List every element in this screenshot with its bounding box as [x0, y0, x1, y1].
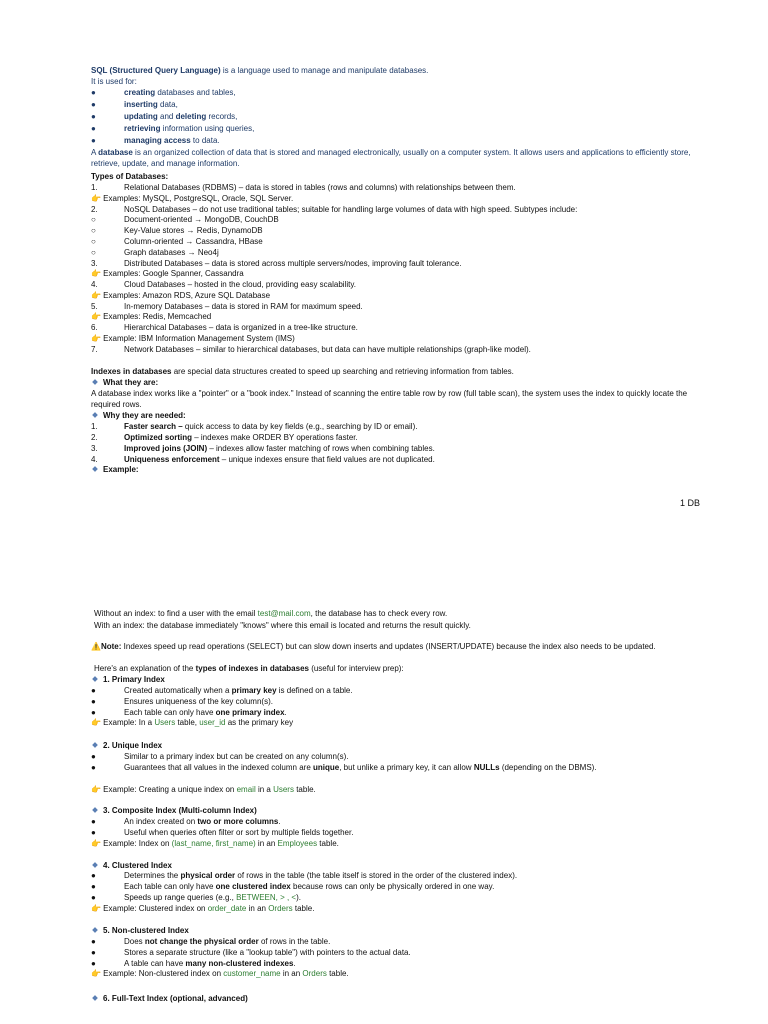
diamond-bullet-icon — [92, 380, 98, 386]
example-line: 👉 Examples: Redis, Memcached — [91, 312, 212, 321]
list-item: ● A table can have many non-clustered indexes. — [91, 959, 296, 968]
indexes-intro: Indexes in databases are special data structures created to speed up searching and retrieving information from tables. — [91, 367, 514, 376]
email-link[interactable]: test@mail.com — [257, 609, 311, 618]
without-index-line: Without an index: to find a user with the email test@mail.com, the database has to check every row. — [94, 609, 448, 618]
diamond-bullet-icon — [92, 467, 98, 473]
list-item: ● creating databases and tables, — [91, 88, 236, 97]
example-line: 👉 Examples: Amazon RDS, Azure SQL Database — [91, 291, 271, 300]
list-item: ● Determines the physical order of rows in the table (the table itself is stored in the order of the clustered index). — [91, 871, 518, 880]
example-line: 👉 Example: IBM Information Management System (IMS) — [91, 334, 295, 343]
list-item: ○ Key-Value stores → Redis, DynamoDB — [91, 226, 263, 235]
list-item: ● Ensures uniqueness of the key column(s). — [91, 697, 273, 706]
example-line: 👉 Example: Creating a unique index on email in a Users table. — [91, 785, 316, 794]
example-line: 👉 Example: Non-clustered index on customer_name in an Orders table. — [91, 969, 349, 978]
example-line: 👉 Examples: Google Spanner, Cassandra — [91, 269, 244, 278]
what-text: A database index works like a "pointer" or a "book index." Instead of scanning the entire table row by row (full table scan), the system uses the index to quickly locate the required rows. — [91, 389, 688, 409]
list-item: 3. Improved joins (JOIN) – indexes allow faster matching of rows when combining tables. — [91, 444, 435, 453]
types-intro: Here's an explanation of the types of indexes in databases (useful for interview prep): — [94, 664, 404, 673]
primary-index-heading: 1. Primary Index — [91, 674, 165, 685]
diamond-bullet-icon — [92, 413, 98, 419]
list-item: 7. Network Databases – similar to hierarchical databases, but data can have multiple relationships (graph-like model). — [91, 345, 531, 354]
list-item: ● retrieving information using queries, — [91, 124, 255, 133]
used-for: It is used for: — [91, 77, 137, 86]
database-definition: A database is an organized collection of data that is stored and managed electronically, usually on a computer system. It allows users and applications to efficiently store, retrieve, update, and manage information. — [91, 148, 691, 168]
diamond-bullet-icon — [92, 996, 98, 1002]
what-heading: What they are: — [91, 377, 158, 388]
diamond-bullet-icon — [92, 808, 98, 814]
list-item: 1. Faster search – quick access to data by key fields (e.g., searching by ID or email). — [91, 422, 418, 431]
nonclustered-index-heading: 5. Non-clustered Index — [91, 925, 189, 936]
example-line: 👉 Examples: MySQL, PostgreSQL, Oracle, SQL Server. — [91, 194, 294, 203]
types-heading: Types of Databases: — [91, 172, 169, 181]
sql-term: SQL (Structured Query Language) — [91, 66, 221, 75]
example-line: 👉 Example: In a Users table, user_id as the primary key — [91, 718, 294, 727]
list-item: ● An index created on two or more columns. — [91, 817, 281, 826]
list-item: 1. Relational Databases (RDBMS) – data is stored in tables (rows and columns) with relationships between them. — [91, 183, 516, 192]
why-heading: Why they are needed: — [91, 410, 186, 421]
list-item: 2. Optimized sorting – indexes make ORDER BY operations faster. — [91, 433, 358, 442]
list-item: ● inserting data, — [91, 100, 178, 109]
list-item: 4. Uniqueness enforcement – unique indexes ensure that field values are not duplicated. — [91, 455, 435, 464]
list-item: ● managing access to data. — [91, 136, 220, 145]
list-item: 6. Hierarchical Databases – data is organized in a tree-like structure. — [91, 323, 358, 332]
list-item: ○ Column-oriented → Cassandra, HBase — [91, 237, 263, 246]
diamond-bullet-icon — [92, 743, 98, 749]
list-item: 3. Distributed Databases – data is stored across multiple servers/nodes, improving fault tolerance. — [91, 259, 462, 268]
list-item: ● updating and deleting records, — [91, 112, 238, 121]
diamond-bullet-icon — [92, 928, 98, 934]
list-item: ● Similar to a primary index but can be created on any column(s). — [91, 752, 349, 761]
note-line: ⚠️Note: Indexes speed up read operations (SELECT) but can slow down inserts and updates (INSERT/UPDATE) because the index also needs to be updated. — [91, 642, 656, 651]
composite-index-heading: 3. Composite Index (Multi-column Index) — [91, 805, 257, 816]
list-item: 4. Cloud Databases – hosted in the cloud, providing easy scalability. — [91, 280, 356, 289]
example-heading: Example: — [91, 464, 139, 475]
list-item: ● Each table can only have one primary index. — [91, 708, 287, 717]
diamond-bullet-icon — [92, 677, 98, 683]
page-label: 1 DB — [680, 498, 701, 508]
list-item: 5. In-memory Databases – data is stored in RAM for maximum speed. — [91, 302, 363, 311]
list-item: ● Useful when queries often filter or sort by multiple fields together. — [91, 828, 354, 837]
list-item: ○ Graph databases → Neo4j — [91, 248, 219, 257]
list-item: ● Stores a separate structure (like a "lookup table") with pointers to the actual data. — [91, 948, 411, 957]
clustered-index-heading: 4. Clustered Index — [91, 860, 172, 871]
diamond-bullet-icon — [92, 863, 98, 869]
with-index-line: With an index: the database immediately "knows" where this email is located and returns the result quickly. — [94, 621, 471, 630]
list-item: ● Speeds up range queries (e.g., BETWEEN, > , <). — [91, 893, 301, 902]
list-item: ● Created automatically when a primary key is defined on a table. — [91, 686, 353, 695]
warning-icon: ⚠️ — [91, 642, 101, 651]
list-item: ● Guarantees that all values in the indexed column are unique, but unlike a primary key, it can allow NULLs (depending on the DBMS). — [91, 763, 597, 772]
sql-intro — [91, 65, 428, 76]
example-line: 👉 Example: Clustered index on order_date in an Orders table. — [91, 904, 315, 913]
list-item: ● Each table can only have one clustered index because rows can only be physically ordered in one way. — [91, 882, 495, 891]
fulltext-index-heading: 6. Full-Text Index (optional, advanced) — [91, 993, 248, 1004]
list-item: ● Does not change the physical order of rows in the table. — [91, 937, 331, 946]
list-item: 2. NoSQL Databases – do not use traditional tables; suitable for handling large volumes of data with high speed. Subtypes include: — [91, 205, 578, 214]
sql-intro-text: is a language used to manage and manipulate databases. — [220, 66, 429, 75]
example-line: 👉 Example: Index on (last_name, first_name) in an Employees table. — [91, 839, 339, 848]
unique-index-heading: 2. Unique Index — [91, 740, 162, 751]
list-item: ○ Document-oriented → MongoDB, CouchDB — [91, 215, 279, 224]
